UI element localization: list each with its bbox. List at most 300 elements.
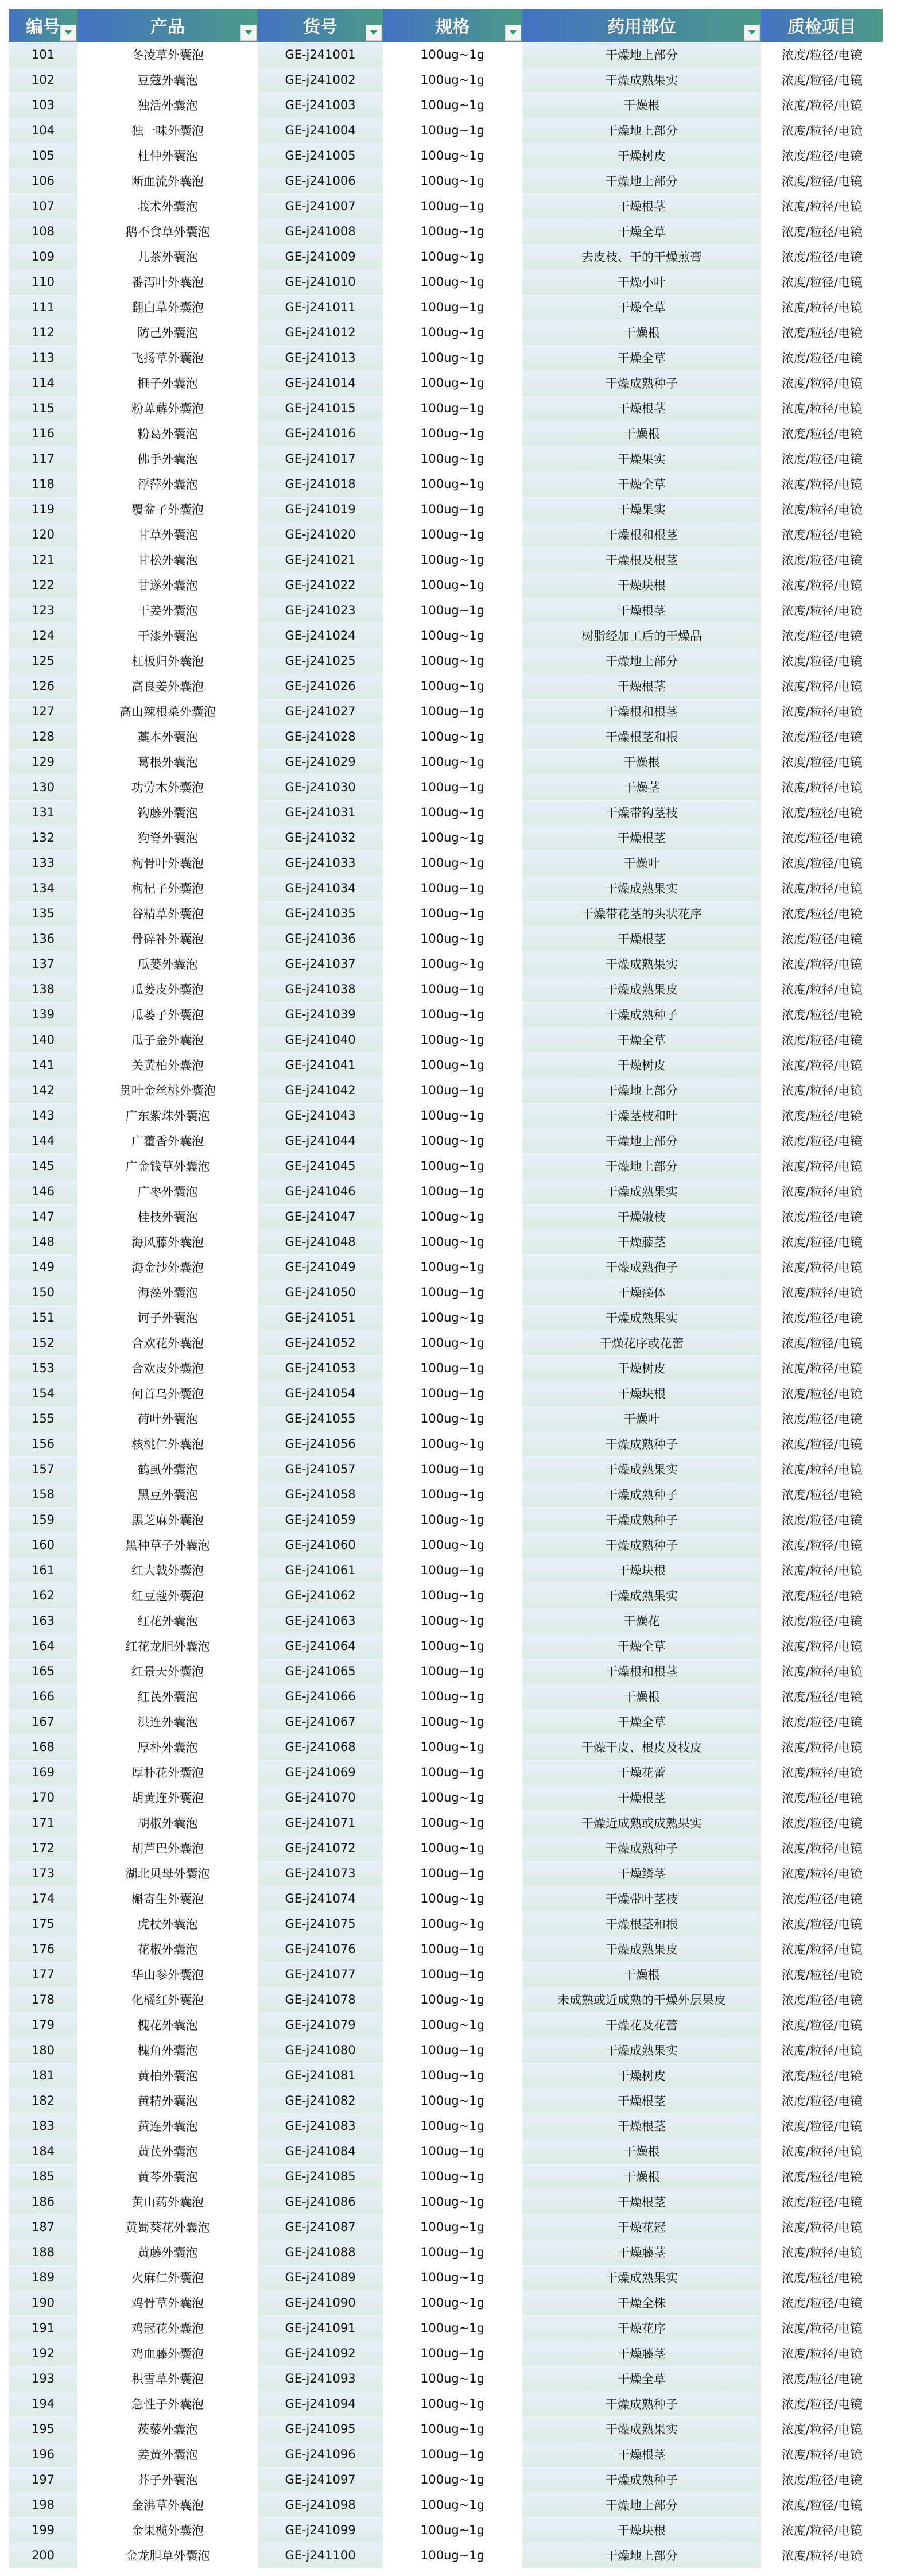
cell-sku[interactable]: GE-j241038 bbox=[258, 977, 383, 1002]
cell-id[interactable]: 116 bbox=[9, 421, 77, 446]
cell-sku[interactable]: GE-j241026 bbox=[258, 673, 383, 699]
filter-dropdown-button[interactable] bbox=[60, 25, 76, 41]
cell-qc[interactable]: 浓度/粒径/电镜 bbox=[761, 1785, 883, 1810]
cell-product[interactable]: 海金沙外囊泡 bbox=[77, 1254, 258, 1280]
cell-id[interactable]: 157 bbox=[9, 1456, 77, 1482]
cell-part[interactable]: 干燥嫩枝 bbox=[522, 1204, 761, 1229]
cell-spec[interactable]: 100ug~1g bbox=[383, 2543, 522, 2568]
table-row[interactable] bbox=[9, 1558, 883, 1583]
table-row[interactable] bbox=[9, 118, 883, 143]
filter-dropdown-button[interactable] bbox=[240, 25, 257, 41]
cell-product[interactable]: 葛根外囊泡 bbox=[77, 749, 258, 774]
cell-product[interactable]: 莪术外囊泡 bbox=[77, 193, 258, 219]
cell-id[interactable]: 118 bbox=[9, 471, 77, 497]
cell-product[interactable]: 贯叶金丝桃外囊泡 bbox=[77, 1078, 258, 1103]
cell-sku[interactable]: GE-j241017 bbox=[258, 446, 383, 471]
cell-spec[interactable]: 100ug~1g bbox=[383, 244, 522, 269]
table-row[interactable] bbox=[9, 1633, 883, 1659]
cell-qc[interactable]: 浓度/粒径/电镜 bbox=[761, 724, 883, 749]
cell-id[interactable]: 125 bbox=[9, 648, 77, 673]
cell-product[interactable]: 甘草外囊泡 bbox=[77, 522, 258, 547]
cell-spec[interactable]: 100ug~1g bbox=[383, 143, 522, 168]
cell-spec[interactable]: 100ug~1g bbox=[383, 699, 522, 724]
cell-sku[interactable]: GE-j241010 bbox=[258, 269, 383, 295]
cell-qc[interactable]: 浓度/粒径/电镜 bbox=[761, 1835, 883, 1861]
cell-product[interactable]: 粉萆薢外囊泡 bbox=[77, 396, 258, 421]
cell-part[interactable]: 干燥成熟果实 bbox=[522, 2265, 761, 2290]
cell-product[interactable]: 干漆外囊泡 bbox=[77, 623, 258, 648]
cell-sku[interactable]: GE-j241096 bbox=[258, 2442, 383, 2467]
cell-qc[interactable]: 浓度/粒径/电镜 bbox=[761, 2391, 883, 2416]
cell-spec[interactable]: 100ug~1g bbox=[383, 825, 522, 850]
cell-part[interactable]: 干燥地上部分 bbox=[522, 42, 761, 67]
cell-sku[interactable]: GE-j241047 bbox=[258, 1204, 383, 1229]
cell-sku[interactable]: GE-j241044 bbox=[258, 1128, 383, 1153]
cell-spec[interactable]: 100ug~1g bbox=[383, 2391, 522, 2416]
cell-qc[interactable]: 浓度/粒径/电镜 bbox=[761, 2290, 883, 2315]
cell-id[interactable]: 192 bbox=[9, 2341, 77, 2366]
cell-spec[interactable]: 100ug~1g bbox=[383, 749, 522, 774]
cell-qc[interactable]: 浓度/粒径/电镜 bbox=[761, 876, 883, 901]
cell-product[interactable]: 杜仲外囊泡 bbox=[77, 143, 258, 168]
cell-product[interactable]: 桂枝外囊泡 bbox=[77, 1204, 258, 1229]
cell-id[interactable]: 177 bbox=[9, 1962, 77, 1987]
cell-product[interactable]: 急性子外囊泡 bbox=[77, 2391, 258, 2416]
table-row[interactable] bbox=[9, 1406, 883, 1431]
cell-id[interactable]: 137 bbox=[9, 951, 77, 977]
cell-product[interactable]: 广枣外囊泡 bbox=[77, 1179, 258, 1204]
cell-sku[interactable]: GE-j241051 bbox=[258, 1305, 383, 1330]
cell-id[interactable]: 122 bbox=[9, 572, 77, 598]
cell-sku[interactable]: GE-j241021 bbox=[258, 547, 383, 572]
cell-qc[interactable]: 浓度/粒径/电镜 bbox=[761, 118, 883, 143]
cell-spec[interactable]: 100ug~1g bbox=[383, 1835, 522, 1861]
table-row[interactable] bbox=[9, 2366, 883, 2391]
cell-id[interactable]: 150 bbox=[9, 1280, 77, 1305]
cell-spec[interactable]: 100ug~1g bbox=[383, 926, 522, 951]
cell-spec[interactable]: 100ug~1g bbox=[383, 1709, 522, 1734]
cell-sku[interactable]: GE-j241034 bbox=[258, 876, 383, 901]
cell-qc[interactable]: 浓度/粒径/电镜 bbox=[761, 1684, 883, 1709]
cell-sku[interactable]: GE-j241080 bbox=[258, 2037, 383, 2063]
cell-product[interactable]: 枸杞子外囊泡 bbox=[77, 876, 258, 901]
table-row[interactable] bbox=[9, 951, 883, 977]
table-row[interactable] bbox=[9, 1204, 883, 1229]
cell-part[interactable]: 干燥根 bbox=[522, 320, 761, 345]
cell-id[interactable]: 182 bbox=[9, 2088, 77, 2113]
cell-spec[interactable]: 100ug~1g bbox=[383, 2139, 522, 2164]
cell-qc[interactable]: 浓度/粒径/电镜 bbox=[761, 2416, 883, 2442]
cell-id[interactable]: 108 bbox=[9, 219, 77, 244]
cell-sku[interactable]: GE-j241084 bbox=[258, 2139, 383, 2164]
cell-id[interactable]: 142 bbox=[9, 1078, 77, 1103]
cell-part[interactable]: 干燥全草 bbox=[522, 219, 761, 244]
cell-qc[interactable]: 浓度/粒径/电镜 bbox=[761, 2265, 883, 2290]
cell-spec[interactable]: 100ug~1g bbox=[383, 598, 522, 623]
cell-product[interactable]: 胡芦巴外囊泡 bbox=[77, 1835, 258, 1861]
cell-part[interactable]: 干燥根 bbox=[522, 421, 761, 446]
cell-product[interactable]: 番泻叶外囊泡 bbox=[77, 269, 258, 295]
cell-part[interactable]: 干燥根茎 bbox=[522, 598, 761, 623]
cell-product[interactable]: 鹅不食草外囊泡 bbox=[77, 219, 258, 244]
cell-product[interactable]: 槲寄生外囊泡 bbox=[77, 1886, 258, 1911]
cell-qc[interactable]: 浓度/粒径/电镜 bbox=[761, 1431, 883, 1456]
cell-product[interactable]: 功劳木外囊泡 bbox=[77, 774, 258, 800]
cell-qc[interactable]: 浓度/粒径/电镜 bbox=[761, 244, 883, 269]
cell-spec[interactable]: 100ug~1g bbox=[383, 2416, 522, 2442]
cell-sku[interactable]: GE-j241085 bbox=[258, 2164, 383, 2189]
cell-id[interactable]: 111 bbox=[9, 295, 77, 320]
cell-sku[interactable]: GE-j241049 bbox=[258, 1254, 383, 1280]
cell-spec[interactable]: 100ug~1g bbox=[383, 2467, 522, 2492]
cell-spec[interactable]: 100ug~1g bbox=[383, 446, 522, 471]
cell-sku[interactable]: GE-j241018 bbox=[258, 471, 383, 497]
cell-id[interactable]: 147 bbox=[9, 1204, 77, 1229]
filter-dropdown-button[interactable] bbox=[505, 25, 521, 41]
cell-sku[interactable]: GE-j241091 bbox=[258, 2315, 383, 2341]
cell-sku[interactable]: GE-j241003 bbox=[258, 92, 383, 118]
cell-qc[interactable]: 浓度/粒径/电镜 bbox=[761, 193, 883, 219]
cell-part[interactable]: 干燥成熟种子 bbox=[522, 1835, 761, 1861]
cell-id[interactable]: 152 bbox=[9, 1330, 77, 1355]
cell-spec[interactable]: 100ug~1g bbox=[383, 1861, 522, 1886]
cell-spec[interactable]: 100ug~1g bbox=[383, 547, 522, 572]
cell-product[interactable]: 榧子外囊泡 bbox=[77, 370, 258, 396]
cell-id[interactable]: 186 bbox=[9, 2189, 77, 2214]
cell-spec[interactable]: 100ug~1g bbox=[383, 673, 522, 699]
cell-part[interactable]: 干燥全草 bbox=[522, 1027, 761, 1052]
cell-qc[interactable]: 浓度/粒径/电镜 bbox=[761, 547, 883, 572]
table-row[interactable] bbox=[9, 497, 883, 522]
cell-spec[interactable]: 100ug~1g bbox=[383, 1785, 522, 1810]
cell-qc[interactable]: 浓度/粒径/电镜 bbox=[761, 1482, 883, 1507]
cell-qc[interactable]: 浓度/粒径/电镜 bbox=[761, 396, 883, 421]
filter-dropdown-button[interactable] bbox=[366, 25, 382, 41]
table-row[interactable] bbox=[9, 320, 883, 345]
cell-sku[interactable]: GE-j241011 bbox=[258, 295, 383, 320]
cell-spec[interactable]: 100ug~1g bbox=[383, 1886, 522, 1911]
cell-spec[interactable]: 100ug~1g bbox=[383, 1962, 522, 1987]
cell-part[interactable]: 干燥带叶茎枝 bbox=[522, 1886, 761, 1911]
cell-spec[interactable]: 100ug~1g bbox=[383, 1128, 522, 1153]
cell-id[interactable]: 144 bbox=[9, 1128, 77, 1153]
cell-product[interactable]: 厚朴外囊泡 bbox=[77, 1734, 258, 1760]
cell-product[interactable]: 瓜蒌皮外囊泡 bbox=[77, 977, 258, 1002]
cell-sku[interactable]: GE-j241093 bbox=[258, 2366, 383, 2391]
cell-spec[interactable]: 100ug~1g bbox=[383, 901, 522, 926]
cell-sku[interactable]: GE-j241046 bbox=[258, 1179, 383, 1204]
cell-sku[interactable]: GE-j241099 bbox=[258, 2517, 383, 2543]
cell-part[interactable]: 干燥树皮 bbox=[522, 2063, 761, 2088]
table-row[interactable] bbox=[9, 673, 883, 699]
cell-id[interactable]: 151 bbox=[9, 1305, 77, 1330]
cell-product[interactable]: 虎杖外囊泡 bbox=[77, 1911, 258, 1936]
cell-product[interactable]: 红豆蔻外囊泡 bbox=[77, 1583, 258, 1608]
table-row[interactable] bbox=[9, 2012, 883, 2037]
cell-qc[interactable]: 浓度/粒径/电镜 bbox=[761, 345, 883, 370]
cell-part[interactable]: 干燥成熟种子 bbox=[522, 1532, 761, 1558]
cell-id[interactable]: 175 bbox=[9, 1911, 77, 1936]
cell-sku[interactable]: GE-j241040 bbox=[258, 1027, 383, 1052]
cell-part[interactable]: 干燥全草 bbox=[522, 345, 761, 370]
table-row[interactable] bbox=[9, 1482, 883, 1507]
cell-product[interactable]: 胡椒外囊泡 bbox=[77, 1810, 258, 1835]
cell-id[interactable]: 139 bbox=[9, 1002, 77, 1027]
cell-id[interactable]: 199 bbox=[9, 2517, 77, 2543]
cell-part[interactable]: 干燥根 bbox=[522, 1684, 761, 1709]
cell-spec[interactable]: 100ug~1g bbox=[383, 1103, 522, 1128]
cell-qc[interactable]: 浓度/粒径/电镜 bbox=[761, 421, 883, 446]
cell-part[interactable]: 干燥地上部分 bbox=[522, 1128, 761, 1153]
cell-part[interactable]: 干燥根茎 bbox=[522, 1785, 761, 1810]
cell-sku[interactable]: GE-j241065 bbox=[258, 1659, 383, 1684]
cell-spec[interactable]: 100ug~1g bbox=[383, 1204, 522, 1229]
cell-sku[interactable]: GE-j241082 bbox=[258, 2088, 383, 2113]
table-row[interactable] bbox=[9, 269, 883, 295]
cell-product[interactable]: 瓜蒌外囊泡 bbox=[77, 951, 258, 977]
cell-part[interactable]: 干燥成熟果实 bbox=[522, 951, 761, 977]
cell-part[interactable]: 干燥全草 bbox=[522, 471, 761, 497]
table-row[interactable] bbox=[9, 143, 883, 168]
cell-spec[interactable]: 100ug~1g bbox=[383, 1002, 522, 1027]
cell-id[interactable]: 119 bbox=[9, 497, 77, 522]
cell-spec[interactable]: 100ug~1g bbox=[383, 1507, 522, 1532]
cell-product[interactable]: 飞扬草外囊泡 bbox=[77, 345, 258, 370]
cell-product[interactable]: 鹤虱外囊泡 bbox=[77, 1456, 258, 1482]
cell-qc[interactable]: 浓度/粒径/电镜 bbox=[761, 1734, 883, 1760]
cell-sku[interactable]: GE-j241097 bbox=[258, 2467, 383, 2492]
cell-spec[interactable]: 100ug~1g bbox=[383, 295, 522, 320]
cell-part[interactable]: 干燥叶 bbox=[522, 1406, 761, 1431]
table-row[interactable] bbox=[9, 92, 883, 118]
cell-id[interactable]: 184 bbox=[9, 2139, 77, 2164]
cell-product[interactable]: 海风藤外囊泡 bbox=[77, 1229, 258, 1254]
cell-part[interactable]: 干燥果实 bbox=[522, 446, 761, 471]
cell-part[interactable]: 干燥花蕾 bbox=[522, 1760, 761, 1785]
cell-id[interactable]: 109 bbox=[9, 244, 77, 269]
cell-sku[interactable]: GE-j241092 bbox=[258, 2341, 383, 2366]
cell-sku[interactable]: GE-j241081 bbox=[258, 2063, 383, 2088]
cell-product[interactable]: 瓜子金外囊泡 bbox=[77, 1027, 258, 1052]
table-row[interactable] bbox=[9, 2341, 883, 2366]
cell-id[interactable]: 117 bbox=[9, 446, 77, 471]
cell-part[interactable]: 干燥根 bbox=[522, 1962, 761, 1987]
table-row[interactable] bbox=[9, 2265, 883, 2290]
table-row[interactable] bbox=[9, 1684, 883, 1709]
cell-id[interactable]: 166 bbox=[9, 1684, 77, 1709]
cell-part[interactable]: 干燥地上部分 bbox=[522, 168, 761, 193]
cell-product[interactable]: 金果榄外囊泡 bbox=[77, 2517, 258, 2543]
cell-id[interactable]: 105 bbox=[9, 143, 77, 168]
cell-qc[interactable]: 浓度/粒径/电镜 bbox=[761, 2366, 883, 2391]
cell-qc[interactable]: 浓度/粒径/电镜 bbox=[761, 1052, 883, 1078]
cell-id[interactable]: 195 bbox=[9, 2416, 77, 2442]
cell-part[interactable]: 干燥根和根茎 bbox=[522, 1659, 761, 1684]
cell-qc[interactable]: 浓度/粒径/电镜 bbox=[761, 2037, 883, 2063]
cell-sku[interactable]: GE-j241016 bbox=[258, 421, 383, 446]
cell-qc[interactable]: 浓度/粒径/电镜 bbox=[761, 598, 883, 623]
cell-spec[interactable]: 100ug~1g bbox=[383, 2315, 522, 2341]
cell-sku[interactable]: GE-j241086 bbox=[258, 2189, 383, 2214]
cell-product[interactable]: 红花龙胆外囊泡 bbox=[77, 1633, 258, 1659]
cell-spec[interactable]: 100ug~1g bbox=[383, 572, 522, 598]
filter-dropdown-button[interactable] bbox=[744, 25, 760, 41]
cell-id[interactable]: 145 bbox=[9, 1153, 77, 1179]
cell-id[interactable]: 124 bbox=[9, 623, 77, 648]
cell-spec[interactable]: 100ug~1g bbox=[383, 1456, 522, 1482]
table-row[interactable] bbox=[9, 724, 883, 749]
cell-sku[interactable]: GE-j241043 bbox=[258, 1103, 383, 1128]
cell-id[interactable]: 189 bbox=[9, 2265, 77, 2290]
cell-sku[interactable]: GE-j241027 bbox=[258, 699, 383, 724]
cell-spec[interactable]: 100ug~1g bbox=[383, 497, 522, 522]
cell-product[interactable]: 合欢花外囊泡 bbox=[77, 1330, 258, 1355]
cell-sku[interactable]: GE-j241005 bbox=[258, 143, 383, 168]
cell-id[interactable]: 112 bbox=[9, 320, 77, 345]
cell-part[interactable]: 干燥花 bbox=[522, 1608, 761, 1633]
cell-part[interactable]: 干燥成熟果实 bbox=[522, 1583, 761, 1608]
cell-id[interactable]: 179 bbox=[9, 2012, 77, 2037]
cell-sku[interactable]: GE-j241071 bbox=[258, 1810, 383, 1835]
cell-product[interactable]: 高山辣根菜外囊泡 bbox=[77, 699, 258, 724]
cell-qc[interactable]: 浓度/粒径/电镜 bbox=[761, 1911, 883, 1936]
cell-part[interactable]: 干燥近成熟或成熟果实 bbox=[522, 1810, 761, 1835]
cell-part[interactable]: 干燥成熟果实 bbox=[522, 1456, 761, 1482]
cell-sku[interactable]: GE-j241066 bbox=[258, 1684, 383, 1709]
cell-part[interactable]: 干燥全株 bbox=[522, 2290, 761, 2315]
cell-qc[interactable]: 浓度/粒径/电镜 bbox=[761, 673, 883, 699]
cell-spec[interactable]: 100ug~1g bbox=[383, 977, 522, 1002]
cell-id[interactable]: 193 bbox=[9, 2366, 77, 2391]
cell-part[interactable]: 干燥藤茎 bbox=[522, 1229, 761, 1254]
cell-sku[interactable]: GE-j241063 bbox=[258, 1608, 383, 1633]
cell-id[interactable]: 143 bbox=[9, 1103, 77, 1128]
cell-id[interactable]: 158 bbox=[9, 1482, 77, 1507]
table-row[interactable] bbox=[9, 1785, 883, 1810]
cell-id[interactable]: 178 bbox=[9, 1987, 77, 2012]
cell-qc[interactable]: 浓度/粒径/电镜 bbox=[761, 1507, 883, 1532]
cell-part[interactable]: 干燥块根 bbox=[522, 1558, 761, 1583]
cell-id[interactable]: 163 bbox=[9, 1608, 77, 1633]
cell-sku[interactable]: GE-j241004 bbox=[258, 118, 383, 143]
cell-id[interactable]: 164 bbox=[9, 1633, 77, 1659]
cell-sku[interactable]: GE-j241008 bbox=[258, 219, 383, 244]
cell-qc[interactable]: 浓度/粒径/电镜 bbox=[761, 1987, 883, 2012]
cell-sku[interactable]: GE-j241052 bbox=[258, 1330, 383, 1355]
table-row[interactable] bbox=[9, 1583, 883, 1608]
table-row[interactable] bbox=[9, 1254, 883, 1280]
cell-product[interactable]: 花椒外囊泡 bbox=[77, 1936, 258, 1962]
cell-sku[interactable]: GE-j241087 bbox=[258, 2214, 383, 2240]
cell-spec[interactable]: 100ug~1g bbox=[383, 1987, 522, 2012]
cell-id[interactable]: 180 bbox=[9, 2037, 77, 2063]
cell-id[interactable]: 174 bbox=[9, 1886, 77, 1911]
cell-sku[interactable]: GE-j241033 bbox=[258, 850, 383, 876]
cell-product[interactable]: 断血流外囊泡 bbox=[77, 168, 258, 193]
cell-part[interactable]: 干燥藤茎 bbox=[522, 2240, 761, 2265]
cell-qc[interactable]: 浓度/粒径/电镜 bbox=[761, 1810, 883, 1835]
cell-part[interactable]: 干燥根茎 bbox=[522, 673, 761, 699]
cell-product[interactable]: 谷精草外囊泡 bbox=[77, 901, 258, 926]
cell-id[interactable]: 172 bbox=[9, 1835, 77, 1861]
table-row[interactable] bbox=[9, 1002, 883, 1027]
cell-part[interactable]: 干燥干皮、根皮及枝皮 bbox=[522, 1734, 761, 1760]
cell-spec[interactable]: 100ug~1g bbox=[383, 876, 522, 901]
cell-qc[interactable]: 浓度/粒径/电镜 bbox=[761, 1355, 883, 1381]
cell-qc[interactable]: 浓度/粒径/电镜 bbox=[761, 2341, 883, 2366]
cell-qc[interactable]: 浓度/粒径/电镜 bbox=[761, 926, 883, 951]
cell-qc[interactable]: 浓度/粒径/电镜 bbox=[761, 1608, 883, 1633]
cell-spec[interactable]: 100ug~1g bbox=[383, 1810, 522, 1835]
cell-qc[interactable]: 浓度/粒径/电镜 bbox=[761, 1204, 883, 1229]
table-row[interactable] bbox=[9, 2442, 883, 2467]
cell-id[interactable]: 156 bbox=[9, 1431, 77, 1456]
cell-part[interactable]: 干燥根和根茎 bbox=[522, 699, 761, 724]
cell-part[interactable]: 干燥根及根茎 bbox=[522, 547, 761, 572]
cell-product[interactable]: 佛手外囊泡 bbox=[77, 446, 258, 471]
cell-spec[interactable]: 100ug~1g bbox=[383, 1431, 522, 1456]
cell-qc[interactable]: 浓度/粒径/电镜 bbox=[761, 370, 883, 396]
cell-product[interactable]: 鸡血藤外囊泡 bbox=[77, 2341, 258, 2366]
table-row[interactable] bbox=[9, 1381, 883, 1406]
cell-product[interactable]: 关黄柏外囊泡 bbox=[77, 1052, 258, 1078]
cell-product[interactable]: 高良姜外囊泡 bbox=[77, 673, 258, 699]
cell-id[interactable]: 129 bbox=[9, 749, 77, 774]
cell-product[interactable]: 厚朴花外囊泡 bbox=[77, 1760, 258, 1785]
table-row[interactable] bbox=[9, 2315, 883, 2341]
table-row[interactable] bbox=[9, 977, 883, 1002]
cell-qc[interactable]: 浓度/粒径/电镜 bbox=[761, 1229, 883, 1254]
cell-sku[interactable]: GE-j241037 bbox=[258, 951, 383, 977]
cell-qc[interactable]: 浓度/粒径/电镜 bbox=[761, 1936, 883, 1962]
cell-qc[interactable]: 浓度/粒径/电镜 bbox=[761, 497, 883, 522]
cell-spec[interactable]: 100ug~1g bbox=[383, 42, 522, 67]
cell-qc[interactable]: 浓度/粒径/电镜 bbox=[761, 951, 883, 977]
cell-id[interactable]: 128 bbox=[9, 724, 77, 749]
table-row[interactable] bbox=[9, 623, 883, 648]
cell-product[interactable]: 鸡骨草外囊泡 bbox=[77, 2290, 258, 2315]
cell-part[interactable]: 干燥地上部分 bbox=[522, 118, 761, 143]
table-row[interactable] bbox=[9, 1532, 883, 1558]
cell-product[interactable]: 洪连外囊泡 bbox=[77, 1709, 258, 1734]
cell-qc[interactable]: 浓度/粒径/电镜 bbox=[761, 1381, 883, 1406]
cell-part[interactable]: 干燥叶 bbox=[522, 850, 761, 876]
cell-id[interactable]: 191 bbox=[9, 2315, 77, 2341]
table-row[interactable] bbox=[9, 2088, 883, 2113]
table-row[interactable] bbox=[9, 2467, 883, 2492]
cell-qc[interactable]: 浓度/粒径/电镜 bbox=[761, 2139, 883, 2164]
cell-sku[interactable]: GE-j241024 bbox=[258, 623, 383, 648]
cell-part[interactable]: 未成熟或近成熟的干燥外层果皮 bbox=[522, 1987, 761, 2012]
cell-id[interactable]: 160 bbox=[9, 1532, 77, 1558]
cell-qc[interactable]: 浓度/粒径/电镜 bbox=[761, 749, 883, 774]
table-row[interactable] bbox=[9, 850, 883, 876]
cell-id[interactable]: 110 bbox=[9, 269, 77, 295]
table-row[interactable] bbox=[9, 2492, 883, 2517]
table-row[interactable] bbox=[9, 598, 883, 623]
cell-product[interactable]: 骨碎补外囊泡 bbox=[77, 926, 258, 951]
cell-spec[interactable]: 100ug~1g bbox=[383, 269, 522, 295]
cell-sku[interactable]: GE-j241067 bbox=[258, 1709, 383, 1734]
cell-sku[interactable]: GE-j241075 bbox=[258, 1911, 383, 1936]
cell-id[interactable]: 107 bbox=[9, 193, 77, 219]
cell-product[interactable]: 儿茶外囊泡 bbox=[77, 244, 258, 269]
cell-product[interactable]: 广金钱草外囊泡 bbox=[77, 1153, 258, 1179]
cell-id[interactable]: 185 bbox=[9, 2164, 77, 2189]
cell-spec[interactable]: 100ug~1g bbox=[383, 2442, 522, 2467]
table-row[interactable] bbox=[9, 1835, 883, 1861]
cell-spec[interactable]: 100ug~1g bbox=[383, 67, 522, 92]
